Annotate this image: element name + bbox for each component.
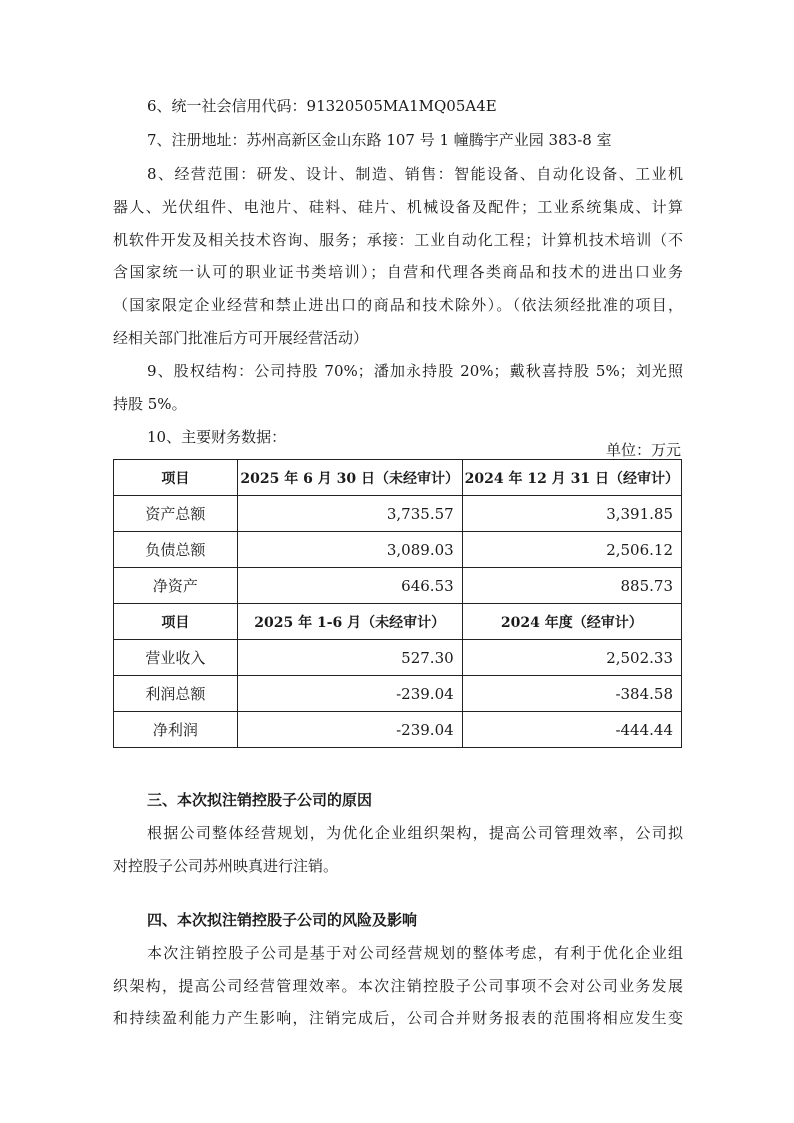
registered-address-item: 7、注册地址：苏州高新区金山东路 107 号 1 幢腾宇产业园 383-8 室 bbox=[147, 131, 612, 149]
table-row bbox=[114, 532, 682, 568]
value-cell: 885.73 bbox=[462, 568, 681, 604]
header-cell: 2025 年 6 月 30 日（未经审计） bbox=[237, 460, 462, 496]
credit-code-item: 6、统一社会信用代码：91320505MA1MQ05A4E bbox=[147, 97, 497, 115]
table-row bbox=[114, 568, 682, 604]
business-scope-line: （国家限定企业经营和禁止进出口的商品和技术除外）。（依法须经批准的项目， bbox=[113, 296, 683, 314]
header-cell: 2025 年 1-6 月（未经审计） bbox=[237, 604, 462, 640]
value-cell: -444.44 bbox=[462, 712, 681, 748]
section-4-line: 织架构，提高公司经营管理效率。本次注销控股子公司事项不会对公司业务发展 bbox=[113, 977, 683, 995]
table-row bbox=[114, 640, 682, 676]
shareholding-line: 9、股权结构：公司持股 70%；潘加永持股 20%；戴秋喜持股 5%；刘光照 bbox=[147, 362, 683, 380]
header-cell: 项目 bbox=[114, 460, 238, 496]
value-cell: 527.30 bbox=[237, 640, 462, 676]
value-cell: 2,502.33 bbox=[462, 640, 681, 676]
row-label: 营业收入 bbox=[114, 640, 238, 676]
unit-label: 单位：万元 bbox=[605, 441, 681, 459]
section-3-heading: 三、本次拟注销控股子公司的原因 bbox=[147, 791, 373, 809]
table-row bbox=[114, 496, 682, 532]
financial-data-label: 10、主要财务数据： bbox=[147, 428, 287, 446]
business-scope-line: 8、经营范围：研发、设计、制造、销售：智能设备、自动化设备、工业机 bbox=[147, 165, 683, 183]
header-cell: 2024 年度（经审计） bbox=[462, 604, 681, 640]
section-4-line: 和持续盈利能力产生影响，注销完成后，公司合并财务报表的范围将相应发生变 bbox=[113, 1009, 683, 1027]
value-cell: 2,506.12 bbox=[462, 532, 681, 568]
value-cell: 3,391.85 bbox=[462, 496, 681, 532]
financial-table bbox=[113, 459, 682, 748]
row-label: 净资产 bbox=[114, 568, 238, 604]
value-cell: 3,735.57 bbox=[237, 496, 462, 532]
table-row bbox=[114, 676, 682, 712]
table-row bbox=[114, 712, 682, 748]
value-cell: -384.58 bbox=[462, 676, 681, 712]
row-label: 利润总额 bbox=[114, 676, 238, 712]
header-cell: 项目 bbox=[114, 604, 238, 640]
business-scope-line: 器人、光伏组件、电池片、硅料、硅片、机械设备及配件；工业系统集成、计算 bbox=[113, 198, 683, 216]
value-cell: 646.53 bbox=[237, 568, 462, 604]
row-label: 净利润 bbox=[114, 712, 238, 748]
table-header-row bbox=[114, 604, 682, 640]
shareholding-line: 持股 5%。 bbox=[113, 395, 187, 413]
business-scope-line: 经相关部门批准后方可开展经营活动） bbox=[113, 329, 369, 347]
business-scope-line: 含国家统一认可的职业证书类培训）；自营和代理各类商品和技术的进出口业务 bbox=[113, 263, 683, 281]
row-label: 资产总额 bbox=[114, 496, 238, 532]
header-cell: 2024 年 12 月 31 日（经审计） bbox=[462, 460, 681, 496]
business-scope-line: 机软件开发及相关技术咨询、服务；承接：工业自动化工程；计算机技术培训（不 bbox=[113, 231, 683, 249]
section-4-heading: 四、本次拟注销控股子公司的风险及影响 bbox=[147, 911, 418, 929]
value-cell: -239.04 bbox=[237, 676, 462, 712]
section-3-line: 对控股子公司苏州映真进行注销。 bbox=[113, 857, 339, 875]
value-cell: 3,089.03 bbox=[237, 532, 462, 568]
row-label: 负债总额 bbox=[114, 532, 238, 568]
section-3-line: 根据公司整体经营规划，为优化企业组织架构，提高公司管理效率，公司拟 bbox=[147, 824, 683, 842]
section-4-line: 本次注销控股子公司是基于对公司经营规划的整体考虑，有利于优化企业组 bbox=[147, 944, 683, 962]
table-header-row bbox=[114, 460, 682, 496]
value-cell: -239.04 bbox=[237, 712, 462, 748]
